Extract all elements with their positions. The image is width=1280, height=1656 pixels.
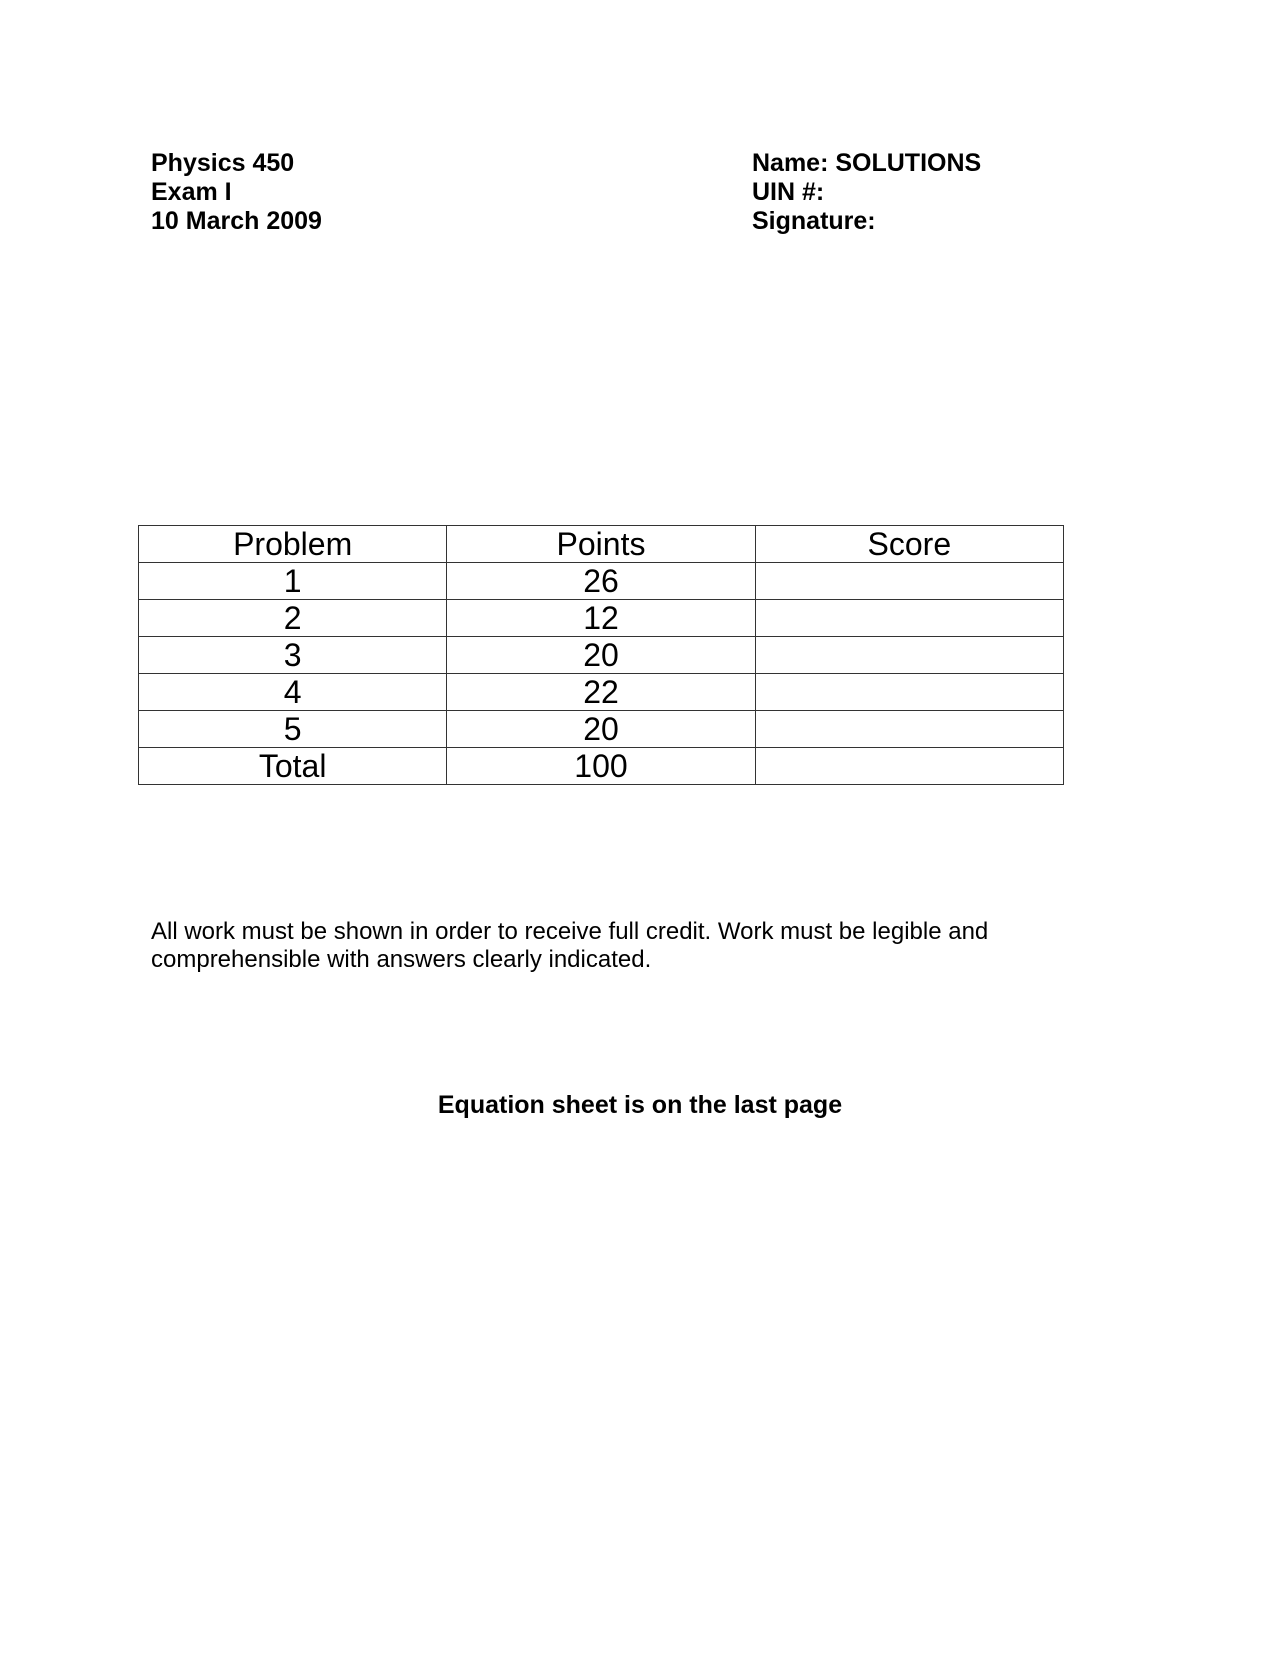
problem-cell-total: Total [139, 748, 447, 785]
points-cell: 20 [447, 637, 755, 674]
column-header-points: Points [447, 526, 755, 563]
problem-cell: 3 [139, 637, 447, 674]
points-cell: 12 [447, 600, 755, 637]
exam-title: Exam I [151, 178, 232, 206]
exam-date: 10 March 2009 [151, 207, 322, 235]
table-row [139, 637, 1064, 674]
table-row [139, 563, 1064, 600]
score-cell [755, 637, 1063, 674]
equation-sheet-note: Equation sheet is on the last page [437, 1091, 843, 1119]
course-title: Physics 450 [151, 149, 295, 177]
problem-cell: 4 [139, 674, 447, 711]
instructions-text: All work must be shown in order to receive full credit. Work must be legible and comprehensible with answers clearly indicated. [151, 918, 989, 973]
score-cell-total [755, 748, 1063, 785]
table-row-total [139, 748, 1064, 785]
table-header-row [139, 526, 1064, 563]
exam-header-right [752, 149, 981, 236]
column-header-problem: Problem [139, 526, 447, 563]
score-table [138, 525, 1064, 785]
table-row [139, 674, 1064, 711]
signature-field: Signature: [752, 207, 876, 235]
problem-cell: 5 [139, 711, 447, 748]
student-name: Name: SOLUTIONS [752, 149, 982, 177]
score-cell [755, 711, 1063, 748]
uin-field: UIN #: [752, 178, 825, 206]
score-cell [755, 563, 1063, 600]
points-cell: 26 [447, 563, 755, 600]
score-cell [755, 600, 1063, 637]
problem-cell: 1 [139, 563, 447, 600]
points-cell: 20 [447, 711, 755, 748]
table-row [139, 711, 1064, 748]
points-cell: 22 [447, 674, 755, 711]
problem-cell: 2 [139, 600, 447, 637]
points-cell-total: 100 [447, 748, 755, 785]
column-header-score: Score [755, 526, 1063, 563]
score-cell [755, 674, 1063, 711]
table-row [139, 600, 1064, 637]
exam-header-left [151, 149, 322, 236]
